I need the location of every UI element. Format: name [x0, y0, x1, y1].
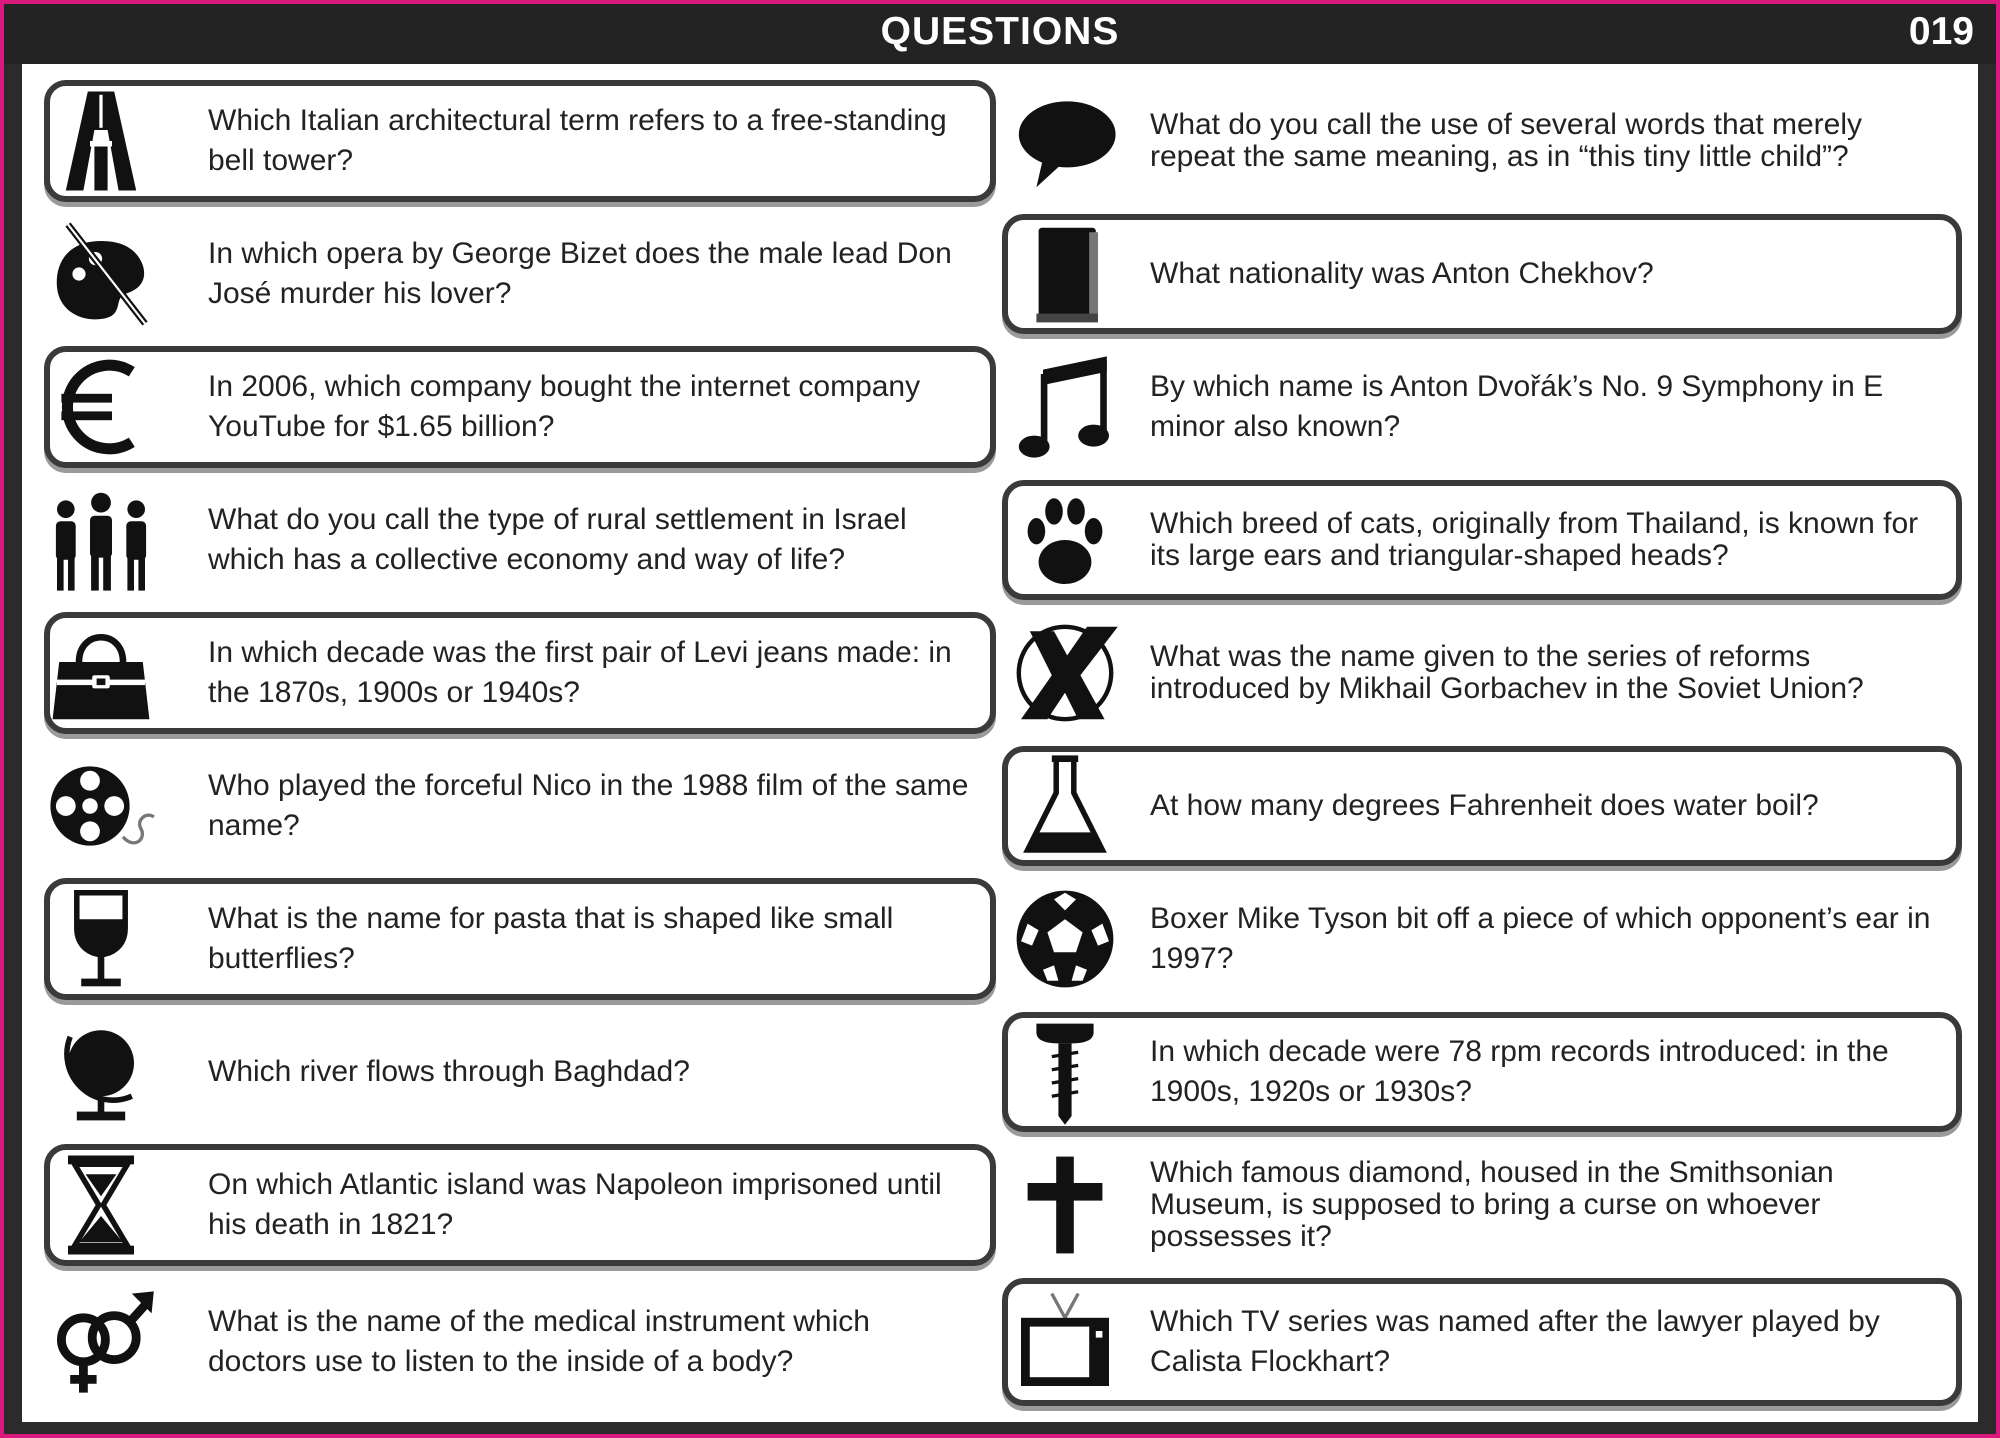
question-item: [22, 474, 1000, 606]
question-item: [1000, 340, 1978, 474]
page-title: QUESTIONS: [880, 10, 1120, 53]
architecture-icon: [46, 86, 156, 196]
artist-palette-icon: [46, 219, 156, 329]
question-text: By which name is Anton Dvořák’s No. 9 Symphony in E minor also known?: [1150, 370, 1884, 443]
question-item: [22, 1138, 1000, 1272]
paw-print-icon: [1010, 485, 1120, 595]
question-item: [1000, 1006, 1978, 1138]
wine-glass-icon: [46, 884, 156, 994]
question-item: [22, 872, 1000, 1006]
question-item: [1000, 1272, 1978, 1412]
book-icon: [1010, 219, 1120, 329]
question-item: [1000, 606, 1978, 740]
hourglass-icon: [46, 1150, 156, 1260]
globe-icon: [46, 1017, 156, 1127]
euro-icon: [46, 352, 156, 462]
left-question-column: [22, 64, 1000, 1422]
question-text: In which decade were 78 rpm records introduced: in the 1900s, 1920s or 1930s?: [1150, 1035, 1889, 1108]
question-item: [1000, 1138, 1978, 1272]
question-text: Boxer Mike Tyson bit off a piece of which opponent’s ear in 1997?: [1150, 902, 1931, 975]
question-item: [22, 208, 1000, 340]
religion-cross-icon: [1010, 1150, 1120, 1260]
question-text: At how many degrees Fahrenheit does water boil?: [1150, 789, 1819, 822]
question-text: Which TV series was named after the lawyer played by Calista Flockhart?: [1150, 1305, 1880, 1378]
question-text: Which Italian architectural term refers to a free-standing bell tower?: [208, 104, 947, 177]
question-item: [22, 740, 1000, 872]
speech-bubble-icon: [1010, 86, 1120, 196]
question-text: In which opera by George Bizet does the male lead Don José murder his lover?: [208, 237, 952, 310]
question-text: What is the name for pasta that is shaped like small butterflies?: [208, 902, 894, 975]
question-text: On which Atlantic island was Napoleon imprisoned until his death in 1821?: [208, 1168, 942, 1241]
screw-icon: [1010, 1017, 1120, 1127]
question-text: What do you call the use of several words that merely repeat the same meaning, as in “this tiny little child”?: [1150, 108, 1863, 173]
question-item: [22, 1006, 1000, 1138]
gender-symbols-icon: [46, 1287, 156, 1397]
question-item: [1000, 872, 1978, 1006]
question-item: [1000, 474, 1978, 606]
right-question-column: [1000, 64, 1978, 1422]
football-icon: [1010, 884, 1120, 994]
cross-vote-icon: [1010, 618, 1120, 728]
question-item: [1000, 208, 1978, 340]
page-number: 019: [1908, 10, 1974, 53]
question-text: In which decade was the first pair of Levi jeans made: in the 1870s, 1900s or 1940s?: [208, 636, 952, 709]
question-text: What nationality was Anton Chekhov?: [1150, 257, 1654, 290]
question-item: [22, 1272, 1000, 1412]
handbag-icon: [46, 618, 156, 728]
question-item: [22, 74, 1000, 208]
music-note-icon: [1010, 352, 1120, 462]
question-text: What do you call the type of rural settlement in Israel which has a collective economy and way of life?: [208, 503, 907, 576]
question-text: Which river flows through Baghdad?: [208, 1055, 690, 1088]
question-text: In 2006, which company bought the internet company YouTube for $1.65 billion?: [208, 370, 921, 443]
question-text: What is the name of the medical instrument which doctors use to listen to the inside of a body?: [208, 1305, 870, 1378]
people-icon: [46, 485, 156, 595]
film-reel-icon: [46, 751, 156, 861]
questions-panel: [22, 64, 1978, 1422]
television-icon: [1010, 1287, 1120, 1397]
question-item: [1000, 740, 1978, 872]
question-text: Who played the forceful Nico in the 1988 film of the same name?: [208, 769, 969, 842]
page-header: [4, 4, 1996, 64]
question-text: Which breed of cats, originally from Thailand, is known for its large ears and triangular-shaped heads?: [1150, 507, 1919, 572]
question-text: Which famous diamond, housed in the Smithsonian Museum, is supposed to bring a curse on whoever possesses it?: [1150, 1156, 1834, 1253]
question-item: [22, 606, 1000, 740]
question-text: What was the name given to the series of reforms introduced by Mikhail Gorbachev in the Soviet Union?: [1150, 640, 1864, 705]
question-item: [1000, 74, 1978, 208]
question-item: [22, 340, 1000, 474]
flask-icon: [1010, 751, 1120, 861]
